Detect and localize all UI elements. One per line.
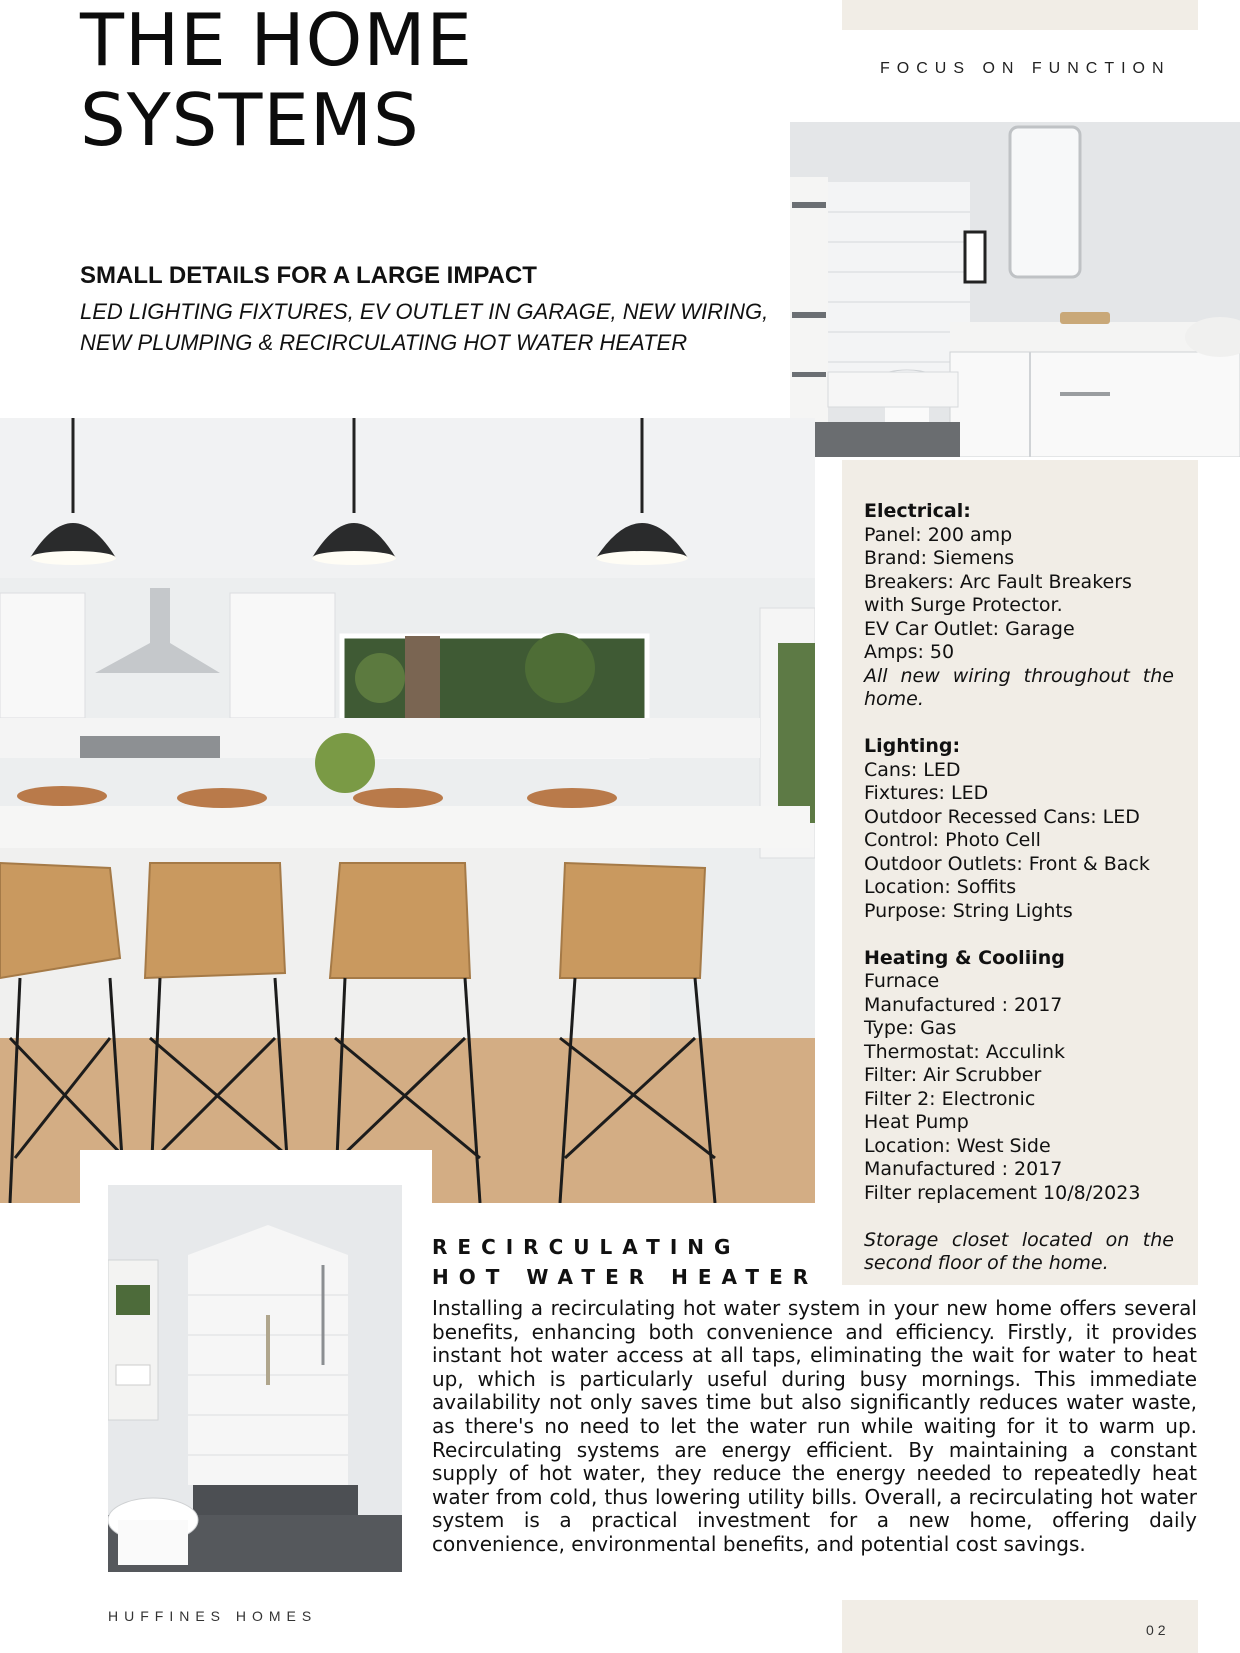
feature-summary-line-2: NEW PLUMPING & RECIRCULATING HOT WATER HEATER xyxy=(80,330,688,355)
recirculating-heading-line-2: HOT WATER HEATER xyxy=(432,1265,819,1289)
section-subheading: SMALL DETAILS FOR A LARGE IMPACT xyxy=(80,262,537,289)
systems-specs xyxy=(864,500,1174,1276)
spec-line: Filter replacement 10/8/2023 xyxy=(864,1181,1141,1204)
feature-summary-line-1: LED LIGHTING FIXTURES, EV OUTLET IN GARAGE, NEW WIRING, xyxy=(80,299,769,324)
spec-line: Filter 2: Electronic xyxy=(864,1087,1036,1110)
shower-photo xyxy=(108,1185,402,1572)
page-title-line-1: THE HOME xyxy=(80,0,473,82)
spec-line: Type: Gas xyxy=(864,1017,957,1039)
electrical-heading: Electrical: xyxy=(864,500,971,522)
recirculating-body: Installing a recirculating hot water system in your new home offers several benefits, enhancing both convenience and efficiency. Firstly, it provides instant hot water access at all taps, eliminating the wait for water to heat up, which is particularly useful during busy mornings. This immediate availability not only saves time but also significantly reduces water waste, as there's no need to let the water run while waiting for it to warm up. Recirculating systems are energy efficient. By maintaining a constant supply of hot water, they reduce the energy needed to repeatedly heat water from cold, thus lowering utility bills. Overall, a recirculating hot water system is a practical investment for a new home, offering daily convenience, environmental benefits, and potential cost savings. xyxy=(432,1296,1197,1556)
recirculating-heading-line-1: RECIRCULATING xyxy=(432,1235,741,1259)
feature-summary xyxy=(80,296,780,358)
spec-line: Cans: LED xyxy=(864,758,961,781)
spec-line: Amps: 50 xyxy=(864,641,955,663)
kitchen-photo-illustration xyxy=(0,418,815,1203)
spec-line: with Surge Protector. xyxy=(864,594,1063,616)
spec-line: Filter: Air Scrubber xyxy=(864,1064,1042,1086)
bathroom-photo-illustration xyxy=(790,122,1240,457)
spec-line: Purpose: String Lights xyxy=(864,899,1073,922)
lighting-heading: Lighting: xyxy=(864,735,961,757)
lighting-specs xyxy=(864,735,1174,923)
recirculating-heading xyxy=(432,1232,818,1292)
storage-note: Storage closet located on the second floor of the home. xyxy=(864,1228,1174,1274)
spec-line: Furnace xyxy=(864,970,940,992)
spec-line: Manufactured : 2017 xyxy=(864,993,1063,1016)
spec-line: EV Car Outlet: Garage xyxy=(864,617,1075,640)
spec-line: Thermostat: Acculink xyxy=(864,1040,1066,1063)
heating-cooling-heading: Heating & Cooliing xyxy=(864,946,1065,969)
spec-line: Outdoor Recessed Cans: LED xyxy=(864,805,1140,828)
spec-line: Location: Soffits xyxy=(864,876,1017,898)
spec-line: Breakers: Arc Fault Breakers xyxy=(864,570,1132,593)
bathroom-photo xyxy=(790,122,1240,457)
electrical-specs xyxy=(864,500,1174,712)
spec-line: Fixtures: LED xyxy=(864,782,989,804)
shower-photo-illustration xyxy=(108,1185,402,1572)
electrical-note: All new wiring throughout the home. xyxy=(864,664,1174,710)
spec-line: Location: West Side xyxy=(864,1134,1051,1157)
top-accent-band xyxy=(842,0,1198,30)
footer-brand: HUFFINES HOMES xyxy=(108,1608,318,1624)
kitchen-photo xyxy=(0,418,815,1203)
heating-cooling-specs xyxy=(864,947,1174,1206)
spec-line: Brand: Siemens xyxy=(864,547,1015,569)
bottom-accent-band xyxy=(842,1600,1198,1653)
tagline: FOCUS ON FUNCTION xyxy=(880,60,1171,77)
page-title xyxy=(80,0,473,160)
page-number: 02 xyxy=(1146,1622,1170,1638)
spec-line: Panel: 200 amp xyxy=(864,523,1013,546)
spec-line: Manufactured : 2017 xyxy=(864,1158,1063,1180)
spec-line: Heat Pump xyxy=(864,1111,969,1133)
page-title-line-2: SYSTEMS xyxy=(80,78,420,162)
spec-line: Outdoor Outlets: Front & Back xyxy=(864,852,1150,875)
spec-line: Control: Photo Cell xyxy=(864,829,1041,851)
